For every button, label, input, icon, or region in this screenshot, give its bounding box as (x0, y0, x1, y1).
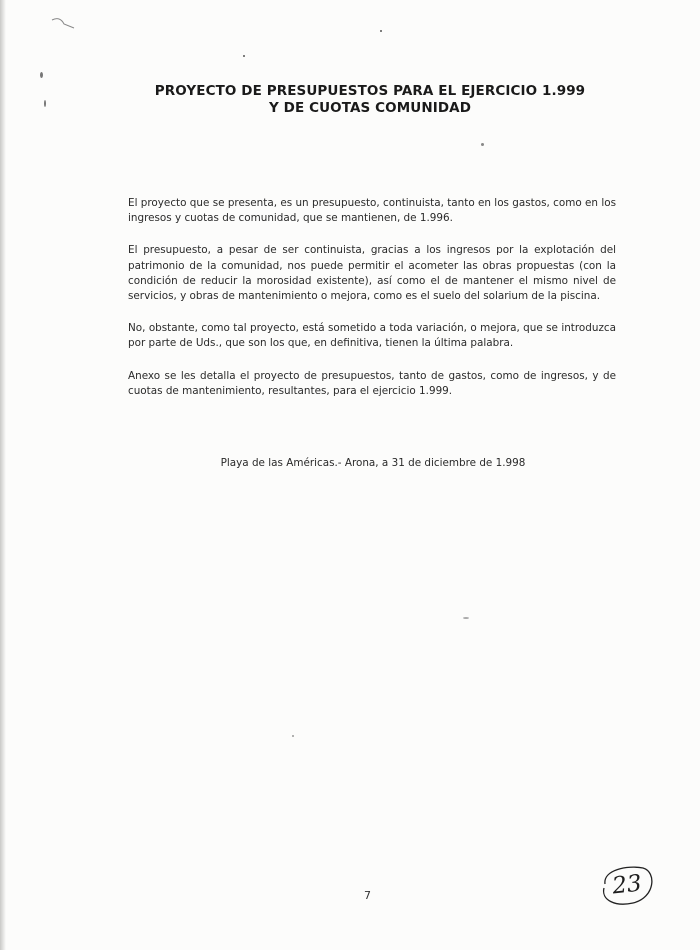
scan-speck (243, 55, 245, 57)
handwritten-page-stamp (597, 862, 657, 908)
page-number: 7 (364, 889, 371, 902)
scan-speck (292, 735, 294, 737)
document-body (128, 196, 616, 416)
document-title-line-1: PROYECTO DE PRESUPUESTOS PARA EL EJERCICIO 1.999 (154, 83, 586, 99)
body-paragraph: El presupuesto, a pesar de ser continuista, gracias a los ingresos por la explotación del patrimonio de la comunidad, nos puede permitir el acometer las obras propuestas (con la condición de reducir la morosidad existente), así como el de mantener el mismo nivel de servicios, y obras de mantenimiento o mejora, como es el suelo del solarium de la piscina. (128, 244, 616, 303)
stamp-number: 23 (611, 870, 643, 900)
scan-speck (40, 72, 43, 78)
scan-edge-shadow (0, 0, 6, 950)
scan-mark (50, 14, 80, 36)
body-paragraph: Anexo se les detalla el proyecto de presupuestos, tanto de gastos, como de ingresos, y de cuotas de mantenimiento, resultantes, para el ejercicio 1.999. (128, 369, 616, 397)
dateline: Playa de las Américas.- Arona, a 31 de diciembre de 1.998 (220, 457, 526, 469)
scan-speck (380, 30, 382, 32)
document-title-line-2: Y DE CUOTAS COMUNIDAD (268, 100, 472, 116)
scan-speck (481, 143, 484, 146)
body-paragraph: El proyecto que se presenta, es un presupuesto, continuista, tanto en los gastos, como en los ingresos y cuotas de comunidad, que se mantienen, de 1.996. (128, 197, 616, 225)
body-paragraph: No, obstante, como tal proyecto, está sometido a toda variación, o mejora, que se introduzca por parte de Uds., que son los que, en definitiva, tienen la última palabra. (128, 322, 616, 350)
scan-speck (463, 617, 469, 619)
